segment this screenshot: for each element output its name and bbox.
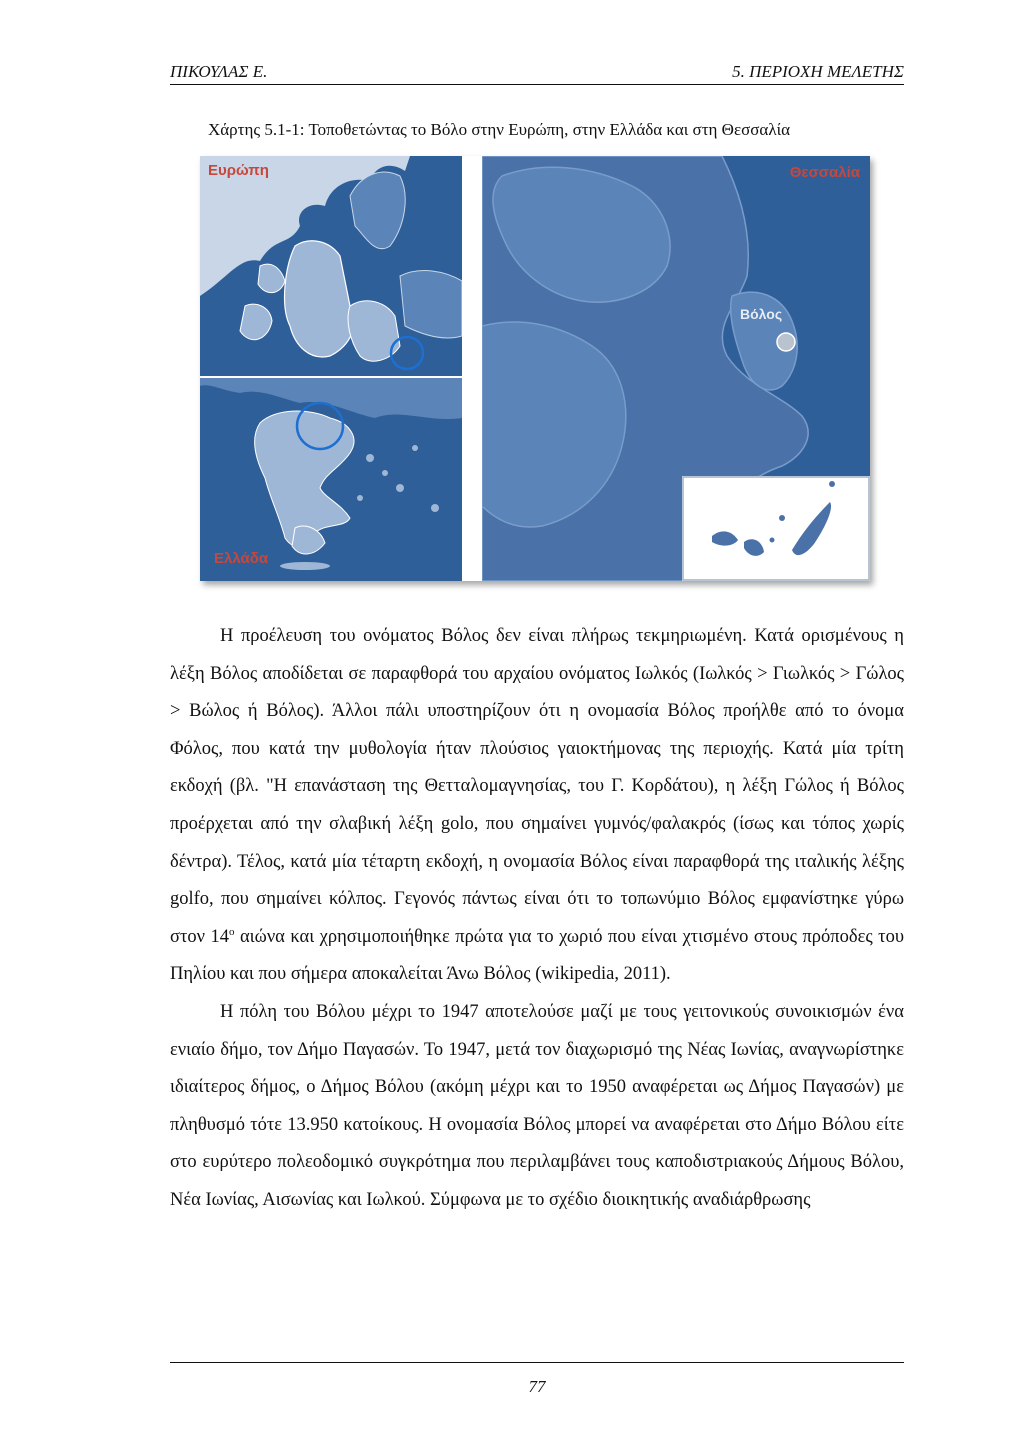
ordinal-superscript: ο: [229, 925, 235, 938]
panel-divider: [462, 156, 482, 581]
volos-label: Βόλος: [740, 306, 783, 322]
running-header: [170, 56, 904, 85]
greece-label: Ελλάδα: [214, 550, 269, 567]
europe-label: Ευρώπη: [208, 162, 269, 179]
europe-map: [200, 156, 462, 376]
thessaly-label: Θεσσαλία: [789, 164, 860, 181]
paragraph-1-part-a: Η προέλευση του ονόματος Βόλος δεν είναι πλήρως τεκμηριωμένη. Κατά ορισμένους η λέξη Βόλος αποδίδεται σε παραφθορά του αρχαίου ονόματος Ιωλκός (Ιωλκός > Γιωλκός > Γώλος > Βώλος ή Βόλος). Άλλοι πάλι υποστηρίζουν ότι η ονομασία Βόλος προήλθε από το όνομα Φόλος, που κατά την μυθολογία ήταν πλούσιος γαιοκτήμονας της περιοχής. Κατά μία τρίτη εκδοχή (βλ. "Η επανάσταση της Θετταλομαγνησίας, του Γ. Κορδάτου), η λέξη Γώλος ή Βόλος προέρχεται από την σλαβική λέξη golo, που σημαίνει γυμνός/φαλακρός (ίσως και τόπος χωρίς δέντρα). Τέλος, κατά μία τέταρτη εκδοχή, η ονομασία Βόλος είναι παραφθορά της ιταλικής λέξης golfo, που σημαίνει κόλπος. Γεγονός πάντως είναι ότι το τοπωνύμιο Βόλος εμφανίστηκε γύρω στον 14: [170, 626, 904, 947]
map-figure: [200, 156, 870, 581]
paragraph-1: [170, 618, 904, 994]
greece-map-panel: [200, 378, 462, 581]
header-author: ΠΙΚΟΥΛΑΣ Ε.: [170, 62, 268, 81]
body-text: [170, 618, 904, 1220]
figure-caption: Χάρτης 5.1-1: Τοποθετώντας το Βόλο στην Ευρώπη, στην Ελλάδα και στη Θεσσαλία: [208, 120, 791, 139]
page-number: 77: [528, 1377, 546, 1396]
page-footer: [170, 1362, 904, 1396]
header-chapter: 5. ΠΕΡΙΟΧΗ ΜΕΛΕΤΗΣ: [732, 62, 904, 81]
thessaly-map-panel: [482, 156, 870, 581]
paragraph-2: Η πόλη του Βόλου μέχρι το 1947 αποτελούσε μαζί με τους γειτονικούς συνοικισμών ένα ενιαίο δήμο, τον Δήμο Παγασών. Το 1947, μετά τον διαχωρισμό της Νέας Ιωνίας, αναγνωρίστηκε ιδιαίτερος δήμος, ο Δήμος Βόλου (ακόμη μέχρι και το 1950 αναφέρεται ως Δήμος Παγασών) με πληθυσμό τότε 13.950 κατοίκους. Η ονομασία Βόλος μπορεί να αναφέρεται στο Δήμο Βόλου είτε στο ευρύτερο πολεοδομικό συγκρότημα που περιλαμβάνει τους καποδιστριακούς Δήμους Βόλου, Νέα Ιωνίας, Αισωνίας και Ιωλκού. Σύμφωνα με το σχέδιο διοικητικής αναδιάρθρωσης: [170, 1001, 904, 1210]
europe-map-panel: [200, 156, 462, 376]
thessaly-map: [482, 156, 870, 581]
paragraph-1-part-b: αιώνα και χρησιμοποιήθηκε πρώτα για το χωριό που είναι χτισμένο στους πρόποδες του Πηλίου και που σήμερα αποκαλείται Άνω Βόλος (wikipedia, 2011).: [170, 926, 904, 985]
